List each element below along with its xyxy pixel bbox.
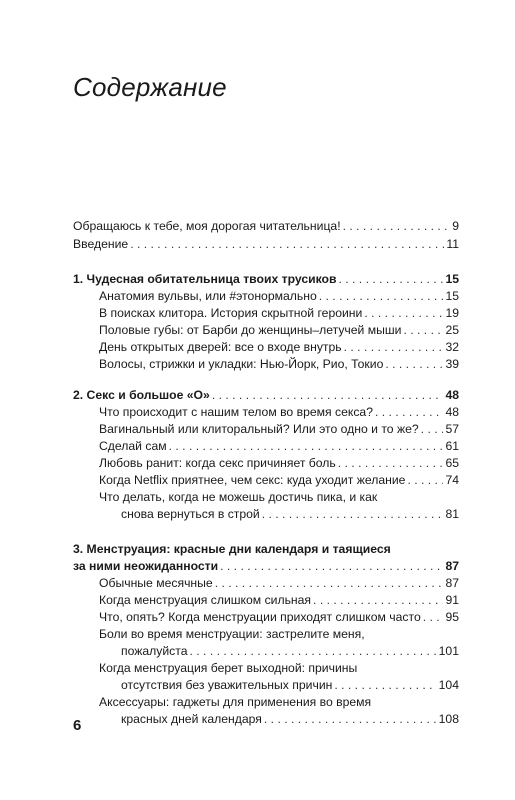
toc-chapter <box>73 386 459 404</box>
toc-leader-dots <box>313 591 443 609</box>
toc-entry-page: 61 <box>445 439 459 453</box>
toc-entry-title: Аксессуары: гаджеты для применения во время <box>99 695 372 709</box>
toc-chapter-title: 1. Чудесная обитательница твоих трусиков <box>73 272 337 286</box>
toc-leader-dots <box>169 437 444 455</box>
toc-entry <box>99 420 459 438</box>
toc-entry-page: 9 <box>452 219 459 233</box>
toc-entry-title: День открытых дверей: все о входе внутрь <box>99 340 342 354</box>
toc-entry-title: Когда менструация слишком сильная <box>99 593 312 607</box>
toc-entry-page: 104 <box>438 678 459 692</box>
toc-entry-line <box>99 488 459 506</box>
toc-leader-dots <box>338 454 444 472</box>
toc-entry <box>99 403 459 421</box>
toc-entry <box>99 608 459 626</box>
toc-entry <box>121 710 459 728</box>
toc-chapter <box>73 270 459 288</box>
toc-entry <box>99 355 459 373</box>
toc-chapter-title: за ними неожиданности <box>73 559 219 573</box>
toc-entry-title: Когда менструация берет выходной: причины <box>99 661 358 675</box>
toc-entry-page: 57 <box>445 422 459 436</box>
toc-leader-dots <box>220 557 443 575</box>
toc-entry-title: красных дней календаря <box>121 712 262 726</box>
toc-entry-page: 108 <box>438 712 459 726</box>
toc-entry-title: Сделай сам <box>99 439 167 453</box>
toc-leader-dots <box>264 710 437 728</box>
toc-entry-page: 91 <box>445 593 459 607</box>
toc-entry-page: 15 <box>445 289 459 303</box>
toc-leader-dots <box>423 608 444 626</box>
toc-entry-page: 25 <box>445 323 459 337</box>
page-title: Содержание <box>73 72 227 102</box>
toc-entry <box>121 505 459 523</box>
toc-entry <box>99 437 459 455</box>
toc-entry-page: 11 <box>446 237 459 251</box>
toc-leader-dots <box>421 420 444 438</box>
page-number: 6 <box>73 717 82 734</box>
toc-entry-line <box>99 659 459 677</box>
toc-entry-title: снова вернуться в строй <box>121 507 260 521</box>
toc-leader-dots <box>407 471 443 489</box>
toc-entry-page: 48 <box>445 405 459 419</box>
toc-entry <box>99 304 459 322</box>
toc-leader-dots <box>375 403 443 421</box>
toc-chapter-title: 2. Секс и большое «О» <box>73 388 210 402</box>
toc-entry-page: 65 <box>445 456 459 470</box>
toc-entry <box>99 591 459 609</box>
toc-entry-title: Что делать, когда не можешь достичь пика, и как <box>99 490 378 504</box>
toc-leader-dots <box>334 676 436 694</box>
toc-leader-dots <box>319 287 444 305</box>
toc-entry-title: Обращаюсь к тебе, моя дорогая читательница! <box>73 219 341 233</box>
toc-entry-title: Боли во время менструации: застрелите меня, <box>99 627 365 641</box>
toc-chapter-page: 48 <box>445 388 459 402</box>
toc-entry <box>73 235 459 253</box>
toc-leader-dots <box>190 642 437 660</box>
toc-entry-title: В поисках клитора. История скрытной героини <box>99 306 363 320</box>
toc-entry-page: 87 <box>445 576 459 590</box>
toc-entry-title: Любовь ранит: когда секс причиняет боль <box>99 456 336 470</box>
toc-leader-dots <box>403 321 443 339</box>
toc-entry-page: 32 <box>445 340 459 354</box>
toc-entry-title: Что происходит с нашим телом во время секса? <box>99 405 373 419</box>
toc-leader-dots <box>364 304 443 322</box>
toc-leader-dots <box>130 235 444 253</box>
toc-entry-title: Анатомия вульвы, или #этонормально <box>99 289 317 303</box>
toc-leader-dots <box>215 574 444 592</box>
toc-entry <box>99 321 459 339</box>
toc-entry-title: Обычные месячные <box>99 576 213 590</box>
toc-leader-dots <box>385 355 443 373</box>
toc-entry-title: Вагинальный или клиторальный? Или это одно и то же? <box>99 422 419 436</box>
toc-entry-title: Когда Netflix приятнее, чем секс: куда уходит желание <box>99 473 406 487</box>
toc-entry-line <box>99 693 459 711</box>
toc-chapter-page: 15 <box>445 272 459 286</box>
toc-leader-dots <box>344 338 444 356</box>
toc-entry-page: 39 <box>445 357 459 371</box>
toc-chapter <box>73 557 459 575</box>
toc-entry <box>99 574 459 592</box>
toc-entry-title: Половые губы: от Барби до женщины–летучей мыши <box>99 323 402 337</box>
toc-chapter-page: 87 <box>445 559 459 573</box>
toc-entry <box>121 642 459 660</box>
toc-entry-title: пожалуйста <box>121 644 188 658</box>
toc-entry-page: 81 <box>445 507 459 521</box>
toc-leader-dots <box>212 386 444 404</box>
toc-entry-title: Волосы, стрижки и укладки: Нью-Йорк, Рио, Токио <box>99 357 384 371</box>
toc-leader-dots <box>262 505 444 523</box>
toc-entry-title: Введение <box>73 237 129 251</box>
toc-entry <box>99 287 459 305</box>
toc-leader-dots <box>343 217 451 235</box>
toc-chapter-line <box>73 540 459 558</box>
toc-entry <box>99 338 459 356</box>
toc-leader-dots <box>338 270 443 288</box>
toc-entry <box>99 471 459 489</box>
toc-entry-page: 19 <box>445 306 459 320</box>
toc-entry-title: отсутствия без уважительных причин <box>121 678 333 692</box>
toc-entry <box>73 217 459 235</box>
toc-entry-page: 74 <box>445 473 459 487</box>
toc-chapter-title: 3. Менструация: красные дни календаря и таящиеся <box>73 542 391 556</box>
toc-entry-page: 101 <box>438 644 459 658</box>
toc-entry-title: Что, опять? Когда менструации приходят слишком часто <box>99 610 421 624</box>
toc-entry-page: 95 <box>445 610 459 624</box>
toc-entry <box>99 454 459 472</box>
toc-entry <box>121 676 459 694</box>
toc-entry-line <box>99 625 459 643</box>
